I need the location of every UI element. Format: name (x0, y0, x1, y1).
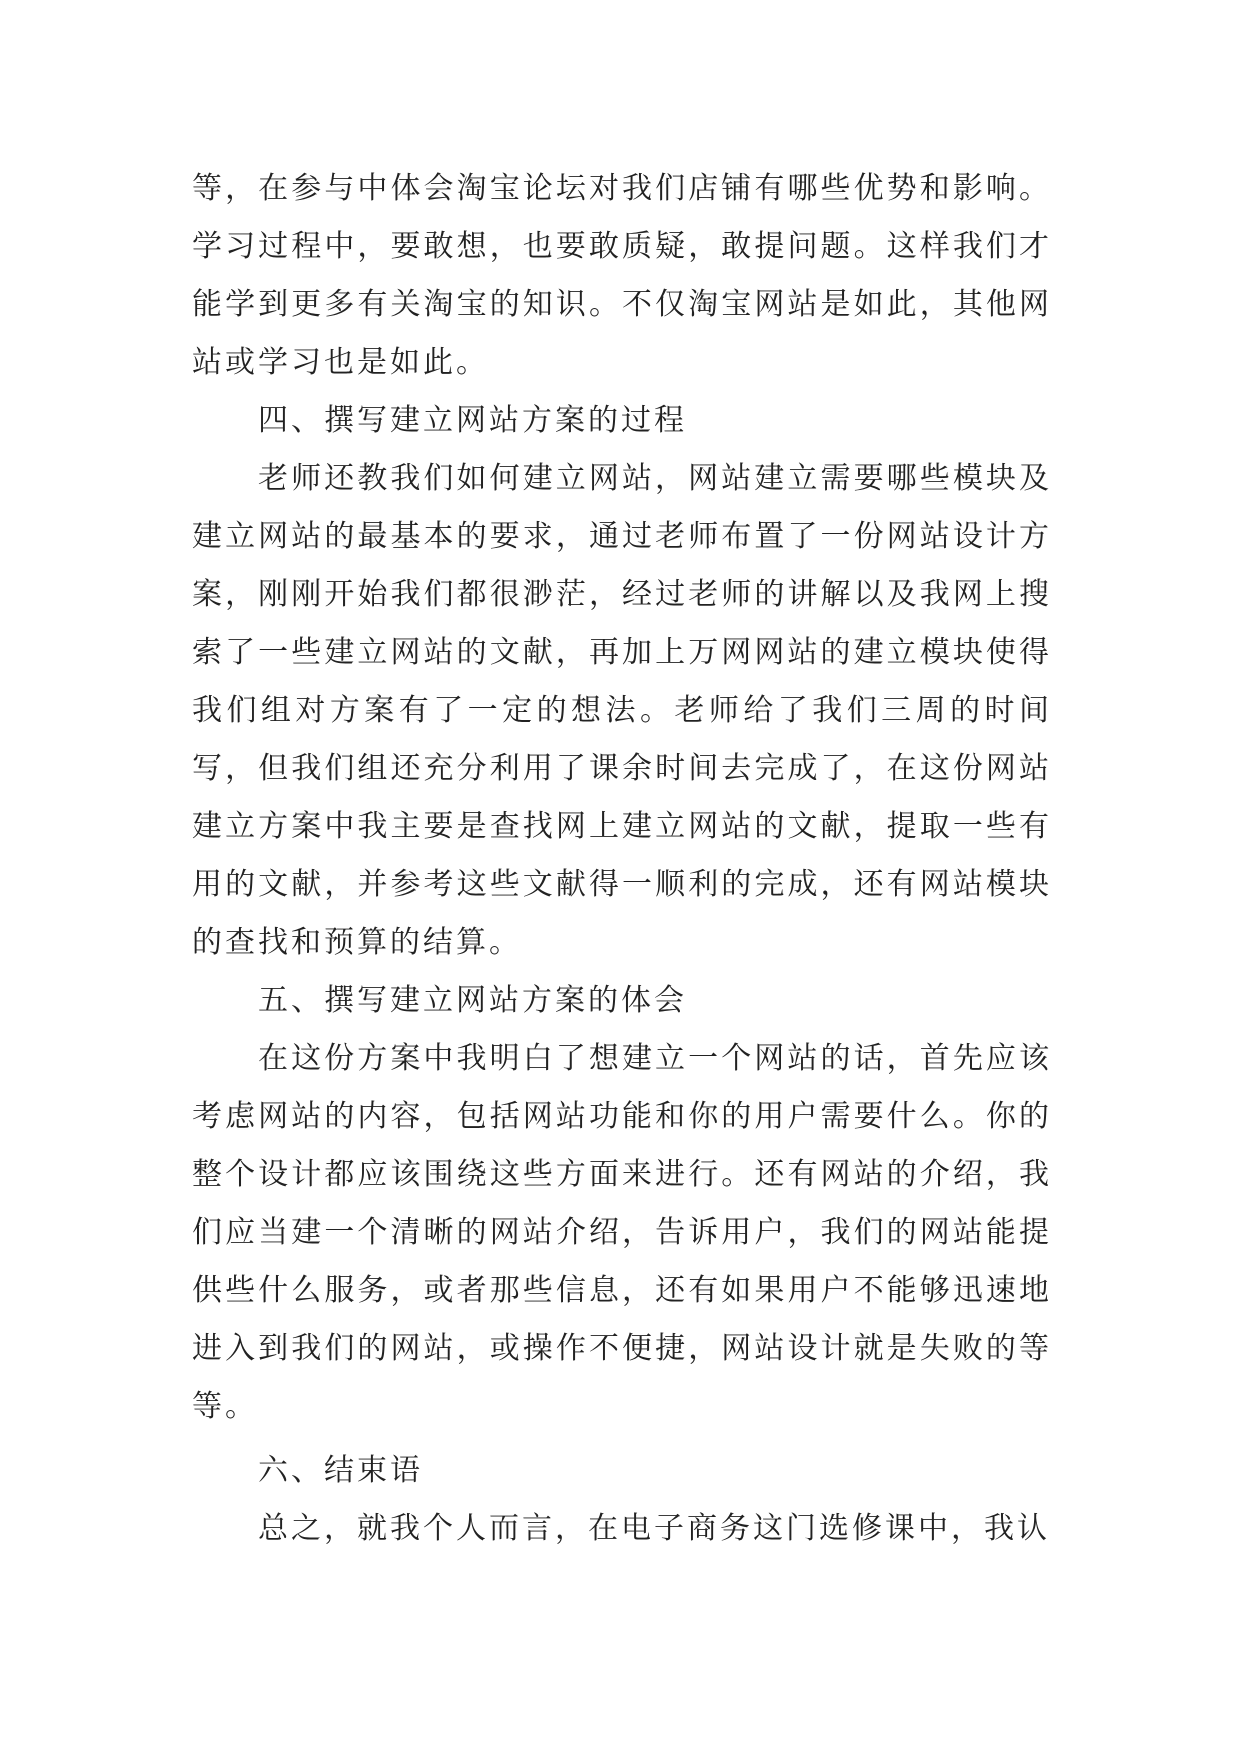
paragraph-section-5: 在这份方案中我明白了想建立一个网站的话，首先应该考虑网站的内容，包括网站功能和你的用户需要什么。你的整个设计都应该围绕这些方面来进行。还有网站的介绍，我们应当建一个清晰的网站介绍，告诉用户，我们的网站能提供些什么服务，或者那些信息，还有如果用户不能够迅速地进入到我们的网站，或操作不便捷，网站设计就是失败的等等。 (192, 1041, 1052, 1424)
section-heading-5: 五、撰写建立网站方案的体会 (258, 983, 687, 1018)
section-heading-4: 四、撰写建立网站方案的过程 (258, 403, 687, 438)
paragraph-section-6: 总之，就我个人而言，在电子商务这门选修课中，我认 (258, 1511, 1050, 1546)
paragraph-continuation: 等，在参与中体会淘宝论坛对我们店铺有哪些优势和影响。学习过程中，要敢想，也要敢质疑，敢提问题。这样我们才能学到更多有关淘宝的知识。不仅淘宝网站是如此，其他网站或学习也是如此。 (192, 171, 1052, 380)
paragraph-section-4: 老师还教我们如何建立网站，网站建立需要哪些模块及建立网站的最基本的要求，通过老师布置了一份网站设计方案，刚刚开始我们都很渺茫，经过老师的讲解以及我网上搜索了一些建立网站的文献，再加上万网网站的建立模块使得我们组对方案有了一定的想法。老师给了我们三周的时间写，但我们组还充分利用了课余时间去完成了，在这份网站建立方案中我主要是查找网上建立网站的文献，提取一些有用的文献，并参考这些文献得一顺利的完成，还有网站模块的查找和预算的结算。 (192, 461, 1052, 960)
document-page (192, 160, 1052, 1558)
section-heading-6: 六、结束语 (258, 1453, 423, 1488)
